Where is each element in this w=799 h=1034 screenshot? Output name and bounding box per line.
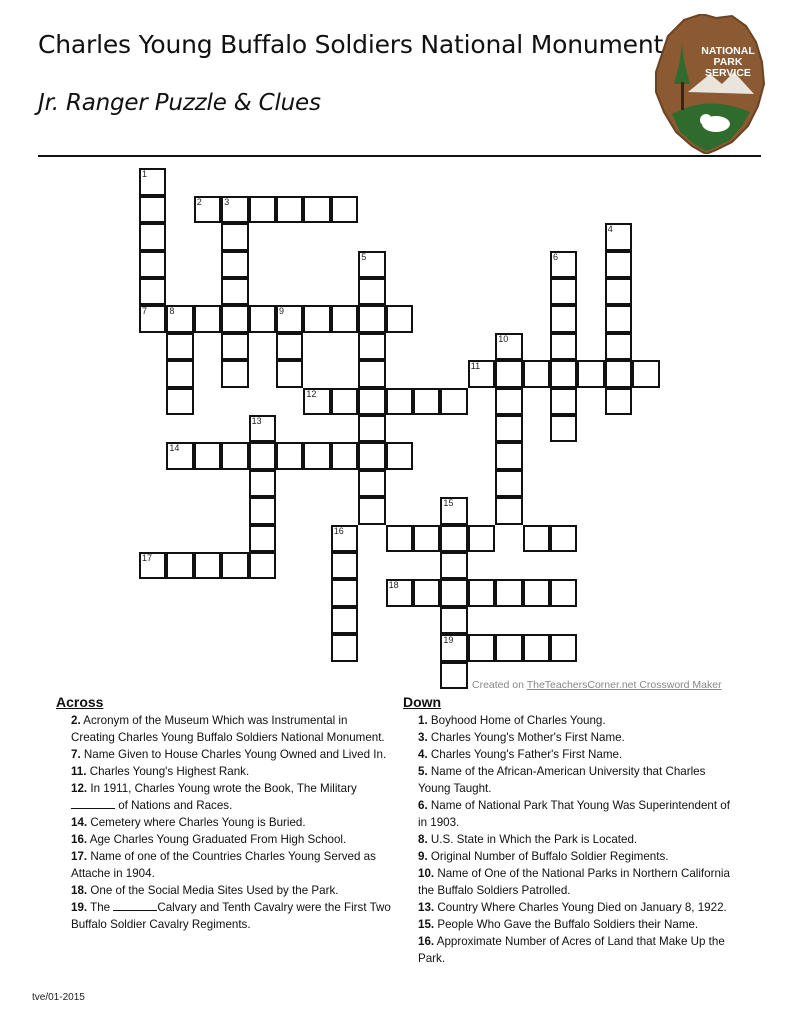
clue-across-2: 2. Acronym of the Museum Which was Instrumental in Creating Charles Young Buffalo Soldiers National Monument. (71, 714, 385, 744)
crossword-cell[interactable] (221, 305, 248, 332)
crossword-cell[interactable] (303, 196, 330, 223)
down-clues (403, 694, 739, 967)
crossword-cell[interactable] (139, 196, 166, 223)
crossword-cell[interactable] (221, 223, 248, 250)
credit-link[interactable]: TheTeachersCorner.net Crossword Maker (526, 679, 722, 691)
crossword-cell[interactable] (276, 333, 303, 360)
clue-down-5: 5. Name of the African-American University that Charles Young Taught. (418, 765, 706, 795)
crossword-cell[interactable] (331, 305, 358, 332)
crossword-cell[interactable] (331, 442, 358, 469)
clue-number: 4 (607, 224, 613, 235)
clue-number: 3 (224, 196, 230, 207)
crossword-cell[interactable] (386, 388, 413, 415)
crossword-cell[interactable] (495, 360, 522, 387)
crossword-cell[interactable] (440, 497, 467, 524)
footer-code: tve/01-2015 (32, 992, 85, 1003)
crossword-cell[interactable] (221, 251, 248, 278)
clue-number: 9 (279, 306, 285, 317)
crossword-cell[interactable] (139, 278, 166, 305)
crossword-cell[interactable] (550, 360, 577, 387)
crossword-cell[interactable] (440, 662, 467, 689)
crossword-cell[interactable] (358, 442, 385, 469)
crossword-cell[interactable] (249, 552, 276, 579)
crossword-cell[interactable] (577, 360, 604, 387)
crossword-cell[interactable] (468, 634, 495, 661)
crossword-cell[interactable] (221, 196, 248, 223)
clue-number: 15 (443, 498, 454, 509)
crossword-cell[interactable] (468, 360, 495, 387)
crossword-cell[interactable] (221, 442, 248, 469)
crossword-cell[interactable] (550, 525, 577, 552)
crossword-cell[interactable] (139, 305, 166, 332)
crossword-cell[interactable] (194, 196, 221, 223)
clue-down-10: 10. Name of One of the National Parks in Northern California the Buffalo Soldiers Patrolled. (418, 867, 730, 897)
crossword-cell[interactable] (605, 305, 632, 332)
clue-number: 7 (142, 306, 148, 317)
clue-down-15: 15. People Who Gave the Buffalo Soldiers their Name. (418, 918, 699, 931)
credit-line (472, 679, 722, 691)
clue-number: 12 (306, 388, 317, 399)
crossword-cell[interactable] (139, 168, 166, 195)
clue-across-11: 11. Charles Young's Highest Rank. (71, 765, 250, 778)
crossword-cell[interactable] (194, 305, 221, 332)
crossword-cell[interactable] (550, 305, 577, 332)
crossword-cell[interactable] (139, 251, 166, 278)
crossword-cell[interactable] (331, 196, 358, 223)
crossword-cell[interactable] (440, 525, 467, 552)
crossword-cell[interactable] (276, 305, 303, 332)
crossword-cell[interactable] (331, 607, 358, 634)
crossword-cell[interactable] (550, 251, 577, 278)
crossword-cell[interactable] (605, 333, 632, 360)
crossword-cell[interactable] (221, 278, 248, 305)
crossword-cell[interactable] (249, 415, 276, 442)
crossword-cell[interactable] (495, 497, 522, 524)
crossword-cell[interactable] (166, 442, 193, 469)
crossword-cell[interactable] (221, 552, 248, 579)
crossword-cell[interactable] (605, 278, 632, 305)
crossword-cell[interactable] (331, 579, 358, 606)
crossword-cell[interactable] (358, 333, 385, 360)
crossword-cell[interactable] (386, 305, 413, 332)
crossword-cell[interactable] (523, 634, 550, 661)
clue-across-12: 12. In 1911, Charles Young wrote the Book, The Military of Nations and Races. (71, 782, 357, 812)
logo-text-service: SERVICE (705, 67, 751, 79)
crossword-cell[interactable] (276, 442, 303, 469)
crossword-cell[interactable] (276, 196, 303, 223)
logo-text-national: NATIONAL (701, 45, 755, 57)
crossword-cell[interactable] (605, 223, 632, 250)
crossword-cell[interactable] (468, 525, 495, 552)
crossword-cell[interactable] (632, 360, 659, 387)
crossword-cell[interactable] (605, 388, 632, 415)
clue-down-6: 6. Name of National Park That Young Was Superintendent of in 1903. (418, 799, 730, 829)
answer-blank (113, 900, 157, 911)
crossword-cell[interactable] (440, 634, 467, 661)
crossword-cell[interactable] (303, 305, 330, 332)
down-heading: Down (403, 694, 442, 710)
crossword-cell[interactable] (331, 552, 358, 579)
crossword-cell[interactable] (249, 497, 276, 524)
crossword-cell[interactable] (468, 579, 495, 606)
crossword-cell[interactable] (523, 525, 550, 552)
crossword-cell[interactable] (358, 251, 385, 278)
crossword-cell[interactable] (166, 333, 193, 360)
crossword-cell[interactable] (358, 305, 385, 332)
crossword-cell[interactable] (523, 360, 550, 387)
crossword-cell[interactable] (139, 223, 166, 250)
crossword-cell[interactable] (358, 470, 385, 497)
crossword-cell[interactable] (276, 360, 303, 387)
crossword-cell[interactable] (358, 497, 385, 524)
clue-across-19: 19. The Calvary and Tenth Cavalry were the First Two Buffalo Soldier Cavalry Regiments. (71, 901, 391, 931)
crossword-cell[interactable] (495, 634, 522, 661)
answer-blank (71, 798, 115, 809)
crossword-cell[interactable] (139, 552, 166, 579)
crossword-cell[interactable] (495, 579, 522, 606)
crossword-cell[interactable] (386, 579, 413, 606)
crossword-cell[interactable] (440, 388, 467, 415)
crossword-cell[interactable] (331, 525, 358, 552)
crossword-cell[interactable] (550, 333, 577, 360)
crossword-cell[interactable] (221, 360, 248, 387)
crossword-cell[interactable] (358, 415, 385, 442)
crossword-cell[interactable] (386, 442, 413, 469)
crossword-cell[interactable] (358, 388, 385, 415)
crossword-cell[interactable] (358, 360, 385, 387)
crossword-cell[interactable] (303, 388, 330, 415)
crossword-cell[interactable] (331, 388, 358, 415)
clue-number: 5 (361, 251, 367, 262)
across-clues (56, 694, 392, 933)
clue-across-7: 7. Name Given to House Charles Young Owned and Lived In. (71, 748, 387, 761)
crossword-cell[interactable] (523, 579, 550, 606)
crossword-cell[interactable] (605, 360, 632, 387)
crossword-cell[interactable] (303, 442, 330, 469)
crossword-cell[interactable] (550, 579, 577, 606)
crossword-cell[interactable] (166, 388, 193, 415)
clue-number: 1 (142, 169, 148, 180)
clue-across-18: 18. One of the Social Media Sites Used by the Park. (71, 884, 339, 897)
crossword-cell[interactable] (550, 388, 577, 415)
clue-number: 17 (142, 553, 153, 563)
crossword-cell[interactable] (249, 305, 276, 332)
clue-number: 8 (169, 306, 175, 317)
crossword-cell[interactable] (495, 415, 522, 442)
clue-across-14: 14. Cemetery where Charles Young is Buried. (71, 816, 306, 829)
crossword-cell[interactable] (249, 442, 276, 469)
clue-down-4: 4. Charles Young's Father's First Name. (418, 748, 623, 761)
crossword-cell[interactable] (495, 442, 522, 469)
crossword-cell[interactable] (358, 278, 385, 305)
crossword-cell[interactable] (194, 442, 221, 469)
crossword-cell[interactable] (550, 415, 577, 442)
crossword-cell[interactable] (413, 579, 440, 606)
clue-down-9: 9. Original Number of Buffalo Soldier Regiments. (418, 850, 669, 863)
crossword-cell[interactable] (550, 634, 577, 661)
clue-across-17: 17. Name of one of the Countries Charles Young Served as Attache in 1904. (71, 850, 376, 880)
crossword-cell[interactable] (550, 278, 577, 305)
clue-number: 14 (169, 443, 180, 454)
crossword-cell[interactable] (166, 360, 193, 387)
page-subtitle: Jr. Ranger Puzzle & Clues (38, 90, 321, 116)
crossword-cell[interactable] (605, 251, 632, 278)
clue-down-1: 1. Boyhood Home of Charles Young. (418, 714, 606, 727)
crossword-cell[interactable] (440, 607, 467, 634)
crossword-cell[interactable] (166, 305, 193, 332)
clue-number: 2 (196, 196, 202, 207)
clue-number: 16 (333, 525, 344, 536)
crossword-cell[interactable] (194, 552, 221, 579)
crossword-cell[interactable] (495, 388, 522, 415)
crossword-cell[interactable] (221, 333, 248, 360)
crossword-cell[interactable] (495, 470, 522, 497)
across-heading: Across (56, 694, 104, 710)
crossword-cell[interactable] (249, 525, 276, 552)
logo-text-park: PARK (713, 56, 743, 68)
credit-prefix: Created on (472, 679, 524, 691)
page-title: Charles Young Buffalo Soldiers National Monument (38, 30, 664, 59)
crossword-cell[interactable] (249, 196, 276, 223)
clue-down-8: 8. U.S. State in Which the Park is Located. (418, 833, 638, 846)
crossword-cell[interactable] (440, 552, 467, 579)
crossword-cell[interactable] (413, 388, 440, 415)
clue-down-13: 13. Country Where Charles Young Died on January 8, 1922. (418, 901, 727, 914)
crossword-cell[interactable] (249, 470, 276, 497)
crossword-cell[interactable] (495, 333, 522, 360)
crossword-cell[interactable] (331, 634, 358, 661)
clue-down-3: 3. Charles Young's Mother's First Name. (418, 731, 625, 744)
clue-number: 11 (470, 361, 481, 372)
clue-number: 6 (553, 251, 559, 262)
clue-number: 19 (443, 635, 454, 646)
crossword-cell[interactable] (166, 552, 193, 579)
crossword-cell[interactable] (440, 579, 467, 606)
clue-across-16: 16. Age Charles Young Graduated From High School. (71, 833, 347, 846)
crossword-cell[interactable] (413, 525, 440, 552)
clue-down-16: 16. Approximate Number of Acres of Land that Make Up the Park. (418, 935, 725, 965)
clue-number: 18 (388, 580, 399, 591)
clue-number: 13 (251, 416, 262, 426)
crossword-cell[interactable] (386, 525, 413, 552)
clue-number: 10 (498, 333, 509, 344)
